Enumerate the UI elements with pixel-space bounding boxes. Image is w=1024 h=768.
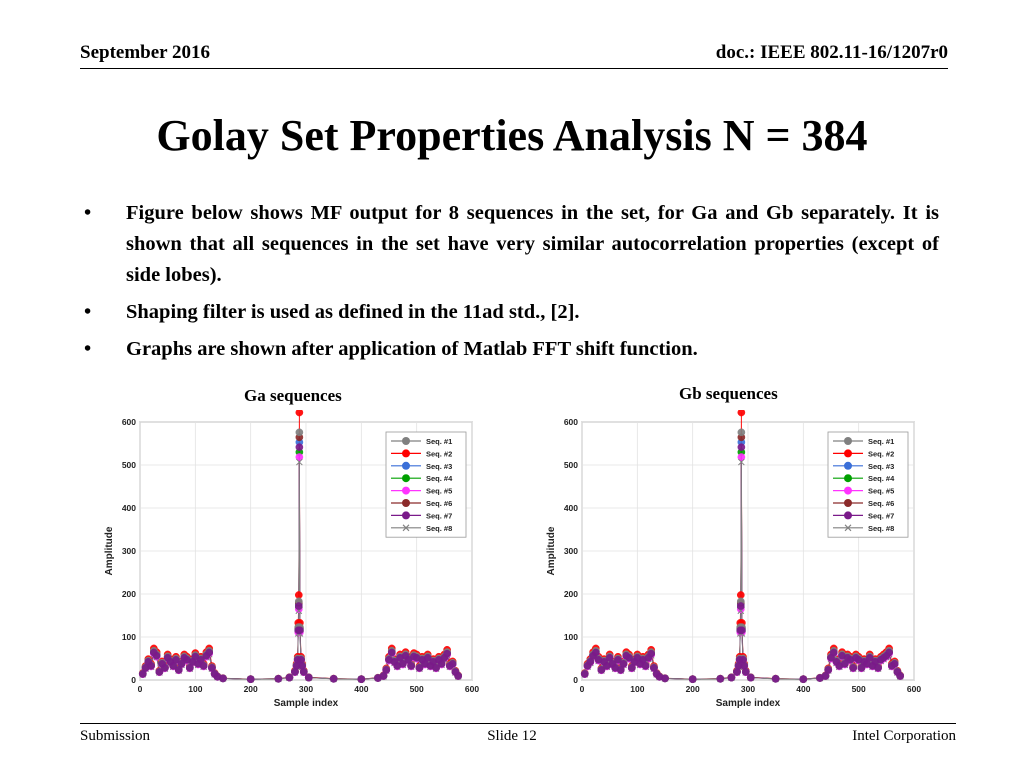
data-point	[891, 660, 898, 667]
bullet-item	[84, 297, 939, 328]
data-point	[449, 660, 456, 667]
bullet-icon: •	[84, 338, 92, 360]
data-point	[305, 674, 312, 681]
x-axis-label: Sample index	[715, 698, 781, 709]
x-tick-label: 500	[409, 684, 424, 694]
data-point	[648, 650, 655, 657]
x-tick-label: 400	[354, 684, 369, 694]
bullet-item	[84, 198, 939, 291]
data-point	[689, 676, 696, 683]
x-tick-label: 0	[137, 684, 143, 694]
data-point	[275, 675, 282, 682]
data-point	[825, 666, 832, 673]
chart-gb-svg	[544, 410, 924, 715]
y-tick-label: 100	[563, 632, 578, 642]
data-point	[408, 662, 415, 669]
data-point	[747, 674, 754, 681]
data-point	[737, 602, 744, 609]
y-tick-label: 600	[563, 417, 578, 427]
data-point	[455, 672, 462, 679]
data-point	[200, 662, 207, 669]
legend-marker	[844, 499, 852, 507]
bullet-item	[84, 334, 939, 365]
data-point	[620, 660, 627, 667]
legend-label: Seq. #7	[868, 511, 895, 521]
x-tick-label: 200	[685, 684, 700, 694]
y-tick-label: 0	[573, 675, 578, 685]
data-point	[147, 662, 154, 669]
legend-marker	[402, 449, 410, 457]
data-point	[738, 410, 745, 416]
data-point	[772, 675, 779, 682]
x-tick-label: 100	[630, 684, 645, 694]
data-point	[296, 410, 303, 416]
y-tick-label: 400	[121, 503, 136, 513]
caption-ga: Ga sequences	[244, 386, 342, 405]
data-point	[286, 674, 293, 681]
legend-marker	[844, 474, 852, 482]
x-tick-label: 200	[243, 684, 258, 694]
data-point	[661, 675, 668, 682]
legend-marker	[844, 462, 852, 470]
data-point	[592, 649, 599, 656]
header-date: September 2016	[80, 42, 210, 63]
x-tick-label: 400	[796, 684, 811, 694]
chart-ga-svg	[102, 410, 482, 715]
bullet-icon: •	[84, 202, 92, 224]
legend-label: Seq. #2	[426, 449, 453, 459]
data-point	[897, 672, 904, 679]
y-axis-label: Amplitude	[546, 526, 557, 576]
data-point	[161, 664, 168, 671]
data-point	[219, 675, 226, 682]
x-tick-label: 600	[464, 684, 480, 694]
y-tick-label: 0	[131, 675, 136, 685]
data-point	[850, 664, 857, 671]
legend-label: Seq. #8	[868, 523, 895, 533]
footer-slide-number: Slide 12	[487, 728, 537, 744]
legend-marker	[844, 511, 852, 519]
header-divider	[80, 68, 948, 69]
y-tick-label: 400	[563, 503, 578, 513]
bullet-icon: •	[84, 301, 92, 323]
bullet-text: Graphs are shown after application of Matlab FFT shift function.	[126, 338, 698, 360]
y-tick-label: 200	[563, 589, 578, 599]
legend-box	[386, 432, 466, 537]
data-point	[206, 649, 213, 656]
data-point	[296, 444, 303, 451]
data-point	[728, 674, 735, 681]
x-tick-label: 300	[740, 684, 756, 694]
legend-label: Seq. #1	[426, 437, 453, 446]
data-point	[296, 429, 303, 436]
chart-gb	[544, 410, 924, 720]
legend-marker	[402, 511, 410, 519]
data-point	[738, 429, 745, 436]
x-tick-label: 300	[298, 684, 314, 694]
data-point	[153, 652, 160, 659]
slide-title: Golay Set Properties Analysis N = 384	[156, 111, 868, 160]
legend-label: Seq. #4	[868, 474, 895, 484]
data-point	[642, 662, 649, 669]
caption-gb: Gb sequences	[679, 384, 778, 403]
y-tick-label: 200	[121, 589, 136, 599]
legend-marker	[402, 437, 410, 445]
data-point	[295, 602, 302, 609]
legend-label: Seq. #7	[426, 511, 453, 521]
data-point	[581, 670, 588, 677]
legend-marker	[402, 462, 410, 470]
data-point	[296, 627, 303, 634]
legend-label: Seq. #1	[868, 437, 895, 446]
legend-marker	[402, 499, 410, 507]
data-point	[444, 650, 451, 657]
bullet-text: Shaping filter is used as defined in the 11ad std., [2].	[126, 301, 580, 323]
data-point	[358, 676, 365, 683]
legend-label: Seq. #3	[868, 461, 895, 471]
y-tick-label: 600	[121, 417, 136, 427]
data-point	[717, 675, 724, 682]
x-axis-label: Sample index	[273, 698, 339, 709]
data-point	[742, 668, 749, 675]
data-point	[383, 666, 390, 673]
data-point	[800, 676, 807, 683]
legend-marker	[402, 487, 410, 495]
legend-marker	[844, 437, 852, 445]
legend-label: Seq. #4	[426, 474, 453, 484]
y-tick-label: 300	[563, 546, 578, 556]
bullet-text: Figure below shows MF output for 8 sequences in the set, for Ga and Gb separately. It is shown that all sequences in the set have very similar autocorrelation properties (except of side lobes).	[126, 202, 939, 286]
header-doc-id: doc.: IEEE 802.11-16/1207r0	[715, 42, 948, 63]
data-point	[300, 668, 307, 675]
x-tick-label: 500	[851, 684, 866, 694]
data-point	[247, 676, 254, 683]
data-point	[738, 444, 745, 451]
x-tick-label: 100	[188, 684, 203, 694]
y-tick-label: 500	[121, 460, 136, 470]
x-tick-label: 600	[906, 684, 922, 694]
legend-label: Seq. #6	[868, 499, 895, 508]
legend-label: Seq. #5	[426, 486, 453, 496]
data-point	[330, 675, 337, 682]
y-axis-label: Amplitude	[104, 526, 115, 576]
footer-company: Intel Corporation	[852, 728, 956, 744]
legend-marker	[402, 474, 410, 482]
footer-divider	[80, 723, 956, 724]
legend-label: Seq. #5	[868, 486, 895, 496]
legend-label: Seq. #3	[426, 461, 453, 471]
y-tick-label: 500	[563, 460, 578, 470]
data-point	[886, 649, 893, 656]
data-point	[830, 649, 837, 656]
legend-box	[828, 432, 908, 537]
y-tick-label: 300	[121, 546, 136, 556]
legend-label: Seq. #8	[426, 523, 453, 533]
footer-submission: Submission	[80, 728, 151, 744]
x-tick-label: 0	[579, 684, 585, 694]
data-point	[874, 664, 881, 671]
chart-ga	[102, 410, 482, 720]
data-point	[738, 627, 745, 634]
legend-label: Seq. #2	[868, 449, 895, 459]
legend-label: Seq. #6	[426, 499, 453, 508]
legend-marker	[844, 487, 852, 495]
legend-marker	[844, 449, 852, 457]
data-point	[388, 649, 395, 656]
y-tick-label: 100	[121, 632, 136, 642]
bullet-list	[84, 198, 939, 371]
